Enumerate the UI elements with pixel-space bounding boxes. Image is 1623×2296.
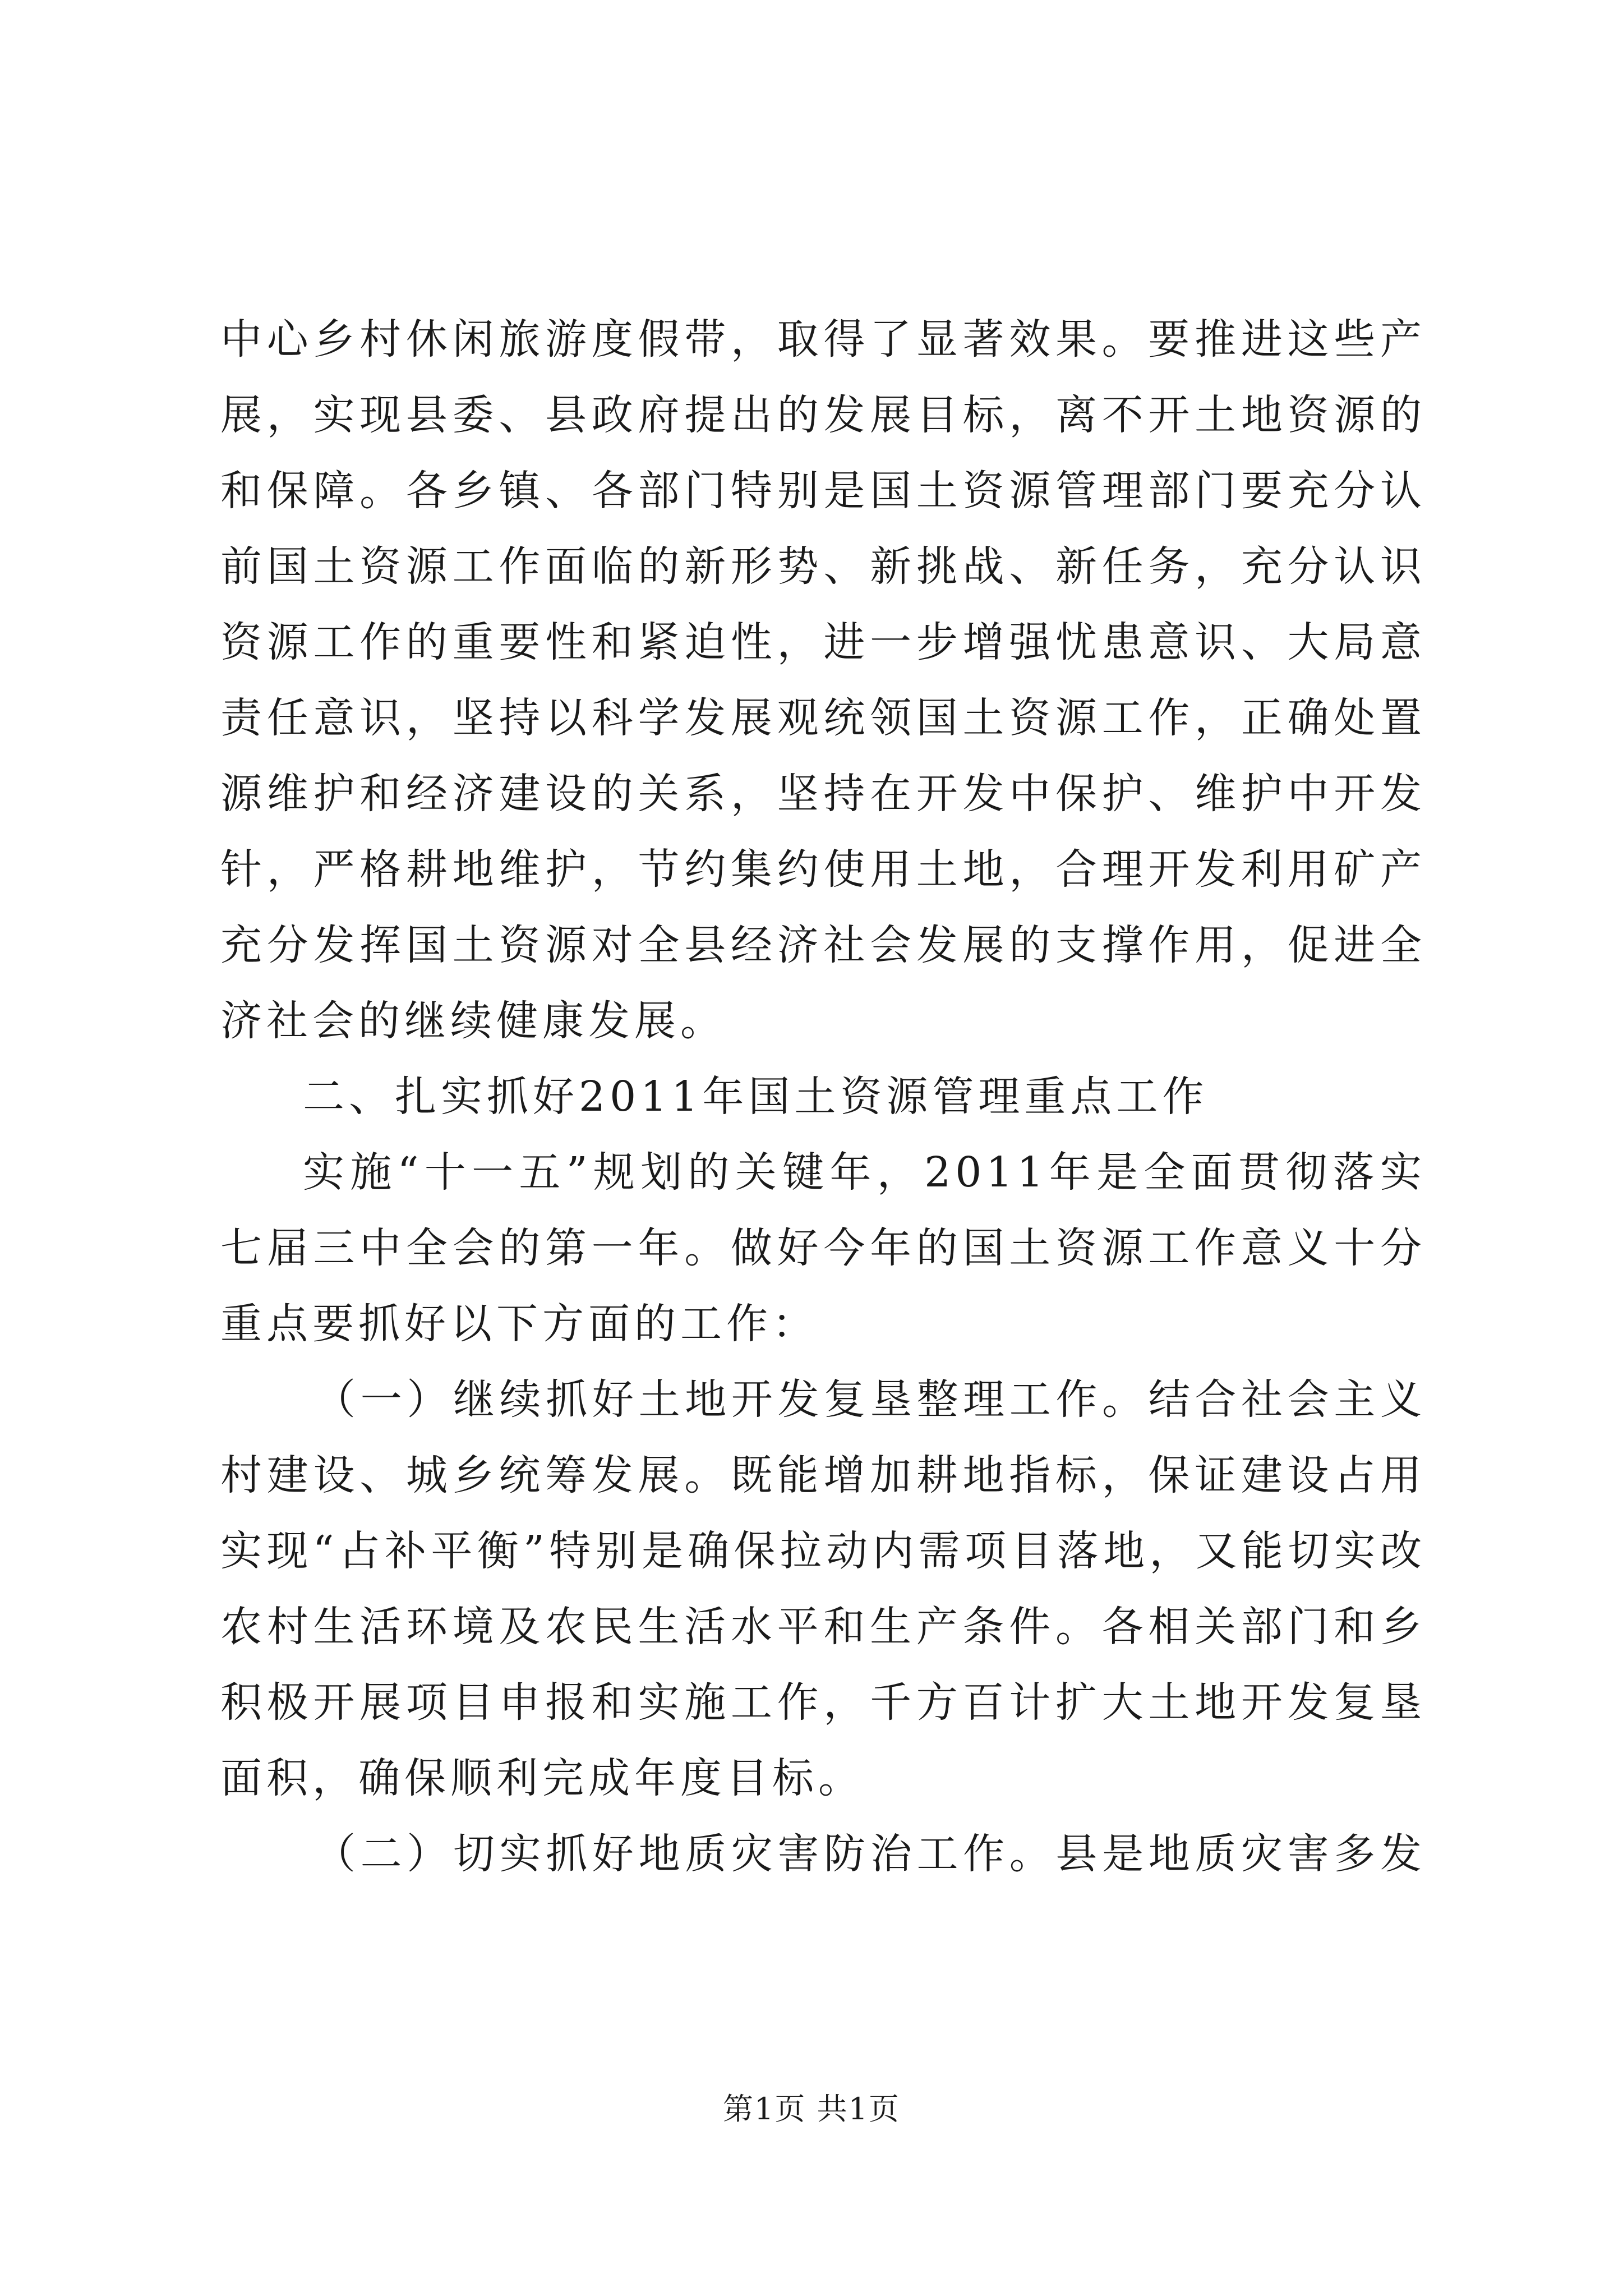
- body-text-line: 面积，确保顺利完成年度目标。: [220, 1754, 864, 1802]
- body-text-line: 资源工作的重要性和紧迫性，进一步增强忧患意识、大局意: [220, 618, 1426, 666]
- body-text-line: 农村生活环境及农民生活水平和生产条件。各相关部门和乡: [220, 1603, 1426, 1651]
- body-text-line: 和保障。各乡镇、各部门特别是国土资源管理部门要充分认: [220, 467, 1426, 515]
- body-text-line: 前国土资源工作面临的新形势、新挑战、新任务，充分认识: [220, 542, 1426, 591]
- body-text-line: 重点要抓好以下方面的工作：: [220, 1300, 818, 1348]
- section-heading: 二、扎实抓好2011年国土资源管理重点工作: [303, 1073, 1209, 1121]
- body-text-line: 济社会的继续健康发展。: [220, 997, 726, 1045]
- body-text-line: 村建设、城乡统筹发展。既能增加耕地指标，保证建设占用: [220, 1451, 1426, 1499]
- body-text-line: 责任意识，坚持以科学发展观统领国土资源工作，正确处置: [220, 694, 1426, 742]
- body-text-line: 针，严格耕地维护，节约集约使用土地，合理开发利用矿产: [220, 845, 1426, 894]
- body-text-line: 七届三中全会的第一年。做好今年的国土资源工作意义十分: [220, 1224, 1426, 1272]
- body-text-line: 实施“十一五”规划的关键年，2011年是全面贯彻落实: [303, 1148, 1426, 1197]
- body-text-line: 充分发挥国土资源对全县经济社会发展的支撑作用，促进全: [220, 921, 1426, 969]
- body-text-line: 积极开展项目申报和实施工作，千方百计扩大土地开发复垦: [220, 1678, 1426, 1727]
- body-text-line: 展，实现县委、县政府提出的发展目标，离不开土地资源的: [220, 391, 1426, 439]
- subsection-line: （二）切实抓好地质灾害防治工作。县是地质灾害多发: [314, 1830, 1426, 1878]
- page-footer: 第1页 共1页: [723, 2091, 900, 2127]
- body-text-line: 源维护和经济建设的关系，坚持在开发中保护、维护中开发: [220, 770, 1426, 818]
- body-text-line: 实现“占补平衡”特别是确保拉动内需项目落地，又能切实改: [220, 1527, 1426, 1575]
- subsection-line: （一）继续抓好土地开发复垦整理工作。结合社会主义: [314, 1375, 1426, 1424]
- body-text-line: 中心乡村休闲旅游度假带，取得了显著效果。要推进这些产: [220, 315, 1426, 364]
